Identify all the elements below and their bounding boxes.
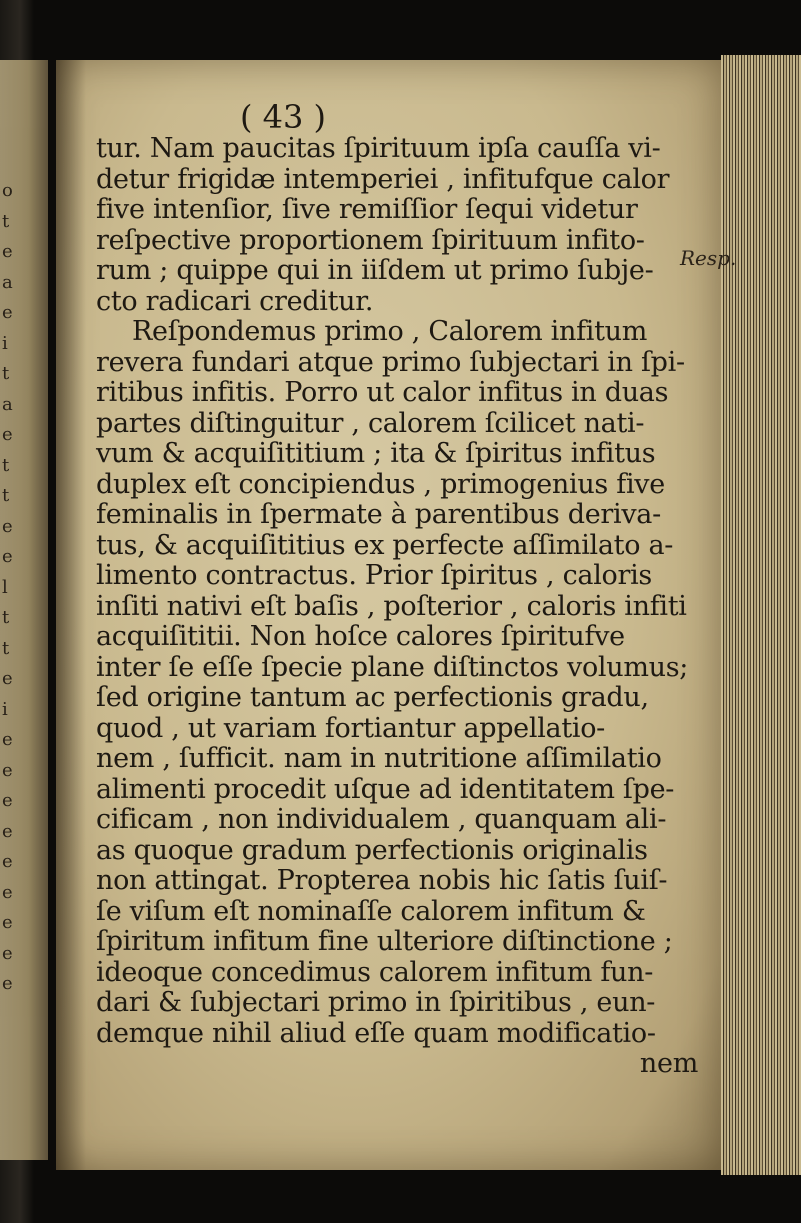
facing-page-fragment: t [2, 454, 10, 476]
text-line: vum & acquiſititium ; ita & ſpiritus infitus [96, 438, 656, 469]
text-line: tur. Nam paucitas ſpirituum ipſa cauſſa vi- [96, 133, 661, 164]
facing-page-fragment: i [2, 698, 8, 720]
text-line: duplex eſt concipiendus , primogenius five [96, 468, 665, 500]
facing-page-fragment: e [2, 668, 13, 689]
text-line: alimenti procedit uſque ad identitatem ſpe- [96, 773, 675, 805]
text-line: reſpective proportionem ſpirituum infito- [96, 224, 645, 256]
text-line: quod , ut variam fortiantur appellatio- [96, 712, 605, 744]
facing-page-fragment: e [2, 790, 13, 811]
text-line: cificam , non individualem , quanquam ali- [96, 804, 667, 835]
text-line: dari & ſubjectari primo in ſpiritibus , eun- [96, 987, 656, 1018]
text-line: acquiſititii. Non hoſce calores ſpiritufve [96, 621, 625, 652]
text-line: detur frigidæ intemperiei , infitufque calor [96, 163, 670, 195]
text-line: rum ; quippe qui in iiſdem ut primo ſubje- [96, 255, 654, 286]
page-number: ( 43 ) [240, 98, 327, 136]
text-line: Reſpondemus primo , Calorem infitum [132, 316, 648, 347]
facing-page-fragment: i [2, 332, 8, 354]
text-line: ſpiritum infitum fine ulteriore diſtinctione ; [96, 926, 673, 957]
text-line: cto radicari creditur. [96, 285, 374, 317]
text-line: five intenſior, ſive remiſſior ſequi videtur [96, 194, 638, 225]
text-line: ſed origine tantum ac perfectionis gradu, [96, 682, 649, 713]
facing-page-fragment: t [2, 637, 10, 659]
facing-page-fragment: e [2, 729, 13, 750]
facing-page-fragment: t [2, 485, 10, 506]
text-line: as quoque gradum perfectionis originalis [96, 834, 648, 866]
facing-page-fragment: e [2, 881, 13, 903]
facing-page-fragment: e [2, 515, 13, 537]
facing-page-fragment: e [2, 851, 13, 872]
facing-page-fragment: e [2, 424, 13, 445]
facing-page-fragment: e [2, 546, 13, 567]
text-line: ideoque concedimus calorem infitum fun- [96, 956, 654, 988]
marginal-note: Resp. [680, 246, 737, 270]
page-edges [721, 55, 801, 1175]
facing-page-edge [0, 60, 48, 1160]
text-line: partes diſtinguitur , calorem ſcilicet nati- [96, 407, 645, 439]
facing-page-fragment: a [2, 393, 13, 415]
facing-page-fragment: e [2, 302, 13, 323]
facing-page-fragment: e [2, 820, 13, 842]
facing-page-fragment: e [2, 942, 13, 964]
facing-page-fragment: e [2, 912, 13, 933]
catchword: nem [639, 1048, 698, 1079]
facing-page-fragment: l [2, 576, 8, 598]
text-line: inter ſe eſſe ſpecie plane diſtinctos volumus; [96, 651, 689, 683]
facing-page-fragment: a [2, 271, 13, 293]
text-line: nem , ſufficit. nam in nutritione aſſimilatio [96, 743, 662, 774]
facing-page-fragment: t [2, 210, 10, 232]
text-line: demque nihil aliud eſſe quam modificatio- [96, 1017, 656, 1049]
text-line: revera fundari atque primo ſubjectari in ſpi- [96, 346, 685, 378]
facing-page-fragment: e [2, 241, 13, 262]
text-line: non attingat. Propterea nobis hic ſatis ſuiſ- [96, 865, 668, 896]
facing-page-fragment: e [2, 759, 13, 781]
text-line: ritibus infitis. Porro ut calor infitus in duas [96, 377, 669, 408]
facing-page-fragment: o [2, 180, 13, 201]
text-line: inſiti nativi eſt baſis , poſterior , caloris infiti [96, 590, 687, 622]
text-line: feminalis in ſpermate à parentibus deriva- [96, 499, 661, 530]
text-line: tus, & acquiſititius ex perfecte aſſimilato a- [96, 529, 674, 561]
text-line: limento contractus. Prior ſpiritus , caloris [96, 560, 652, 591]
facing-page-fragment: e [2, 973, 13, 994]
page-text [96, 134, 716, 1080]
gutter-shadow [56, 60, 86, 1170]
text-line: ſe viſum eſt nominaſſe calorem infitum & [96, 895, 646, 927]
facing-page-fragment: t [2, 363, 10, 384]
facing-page-fragment: t [2, 607, 10, 628]
